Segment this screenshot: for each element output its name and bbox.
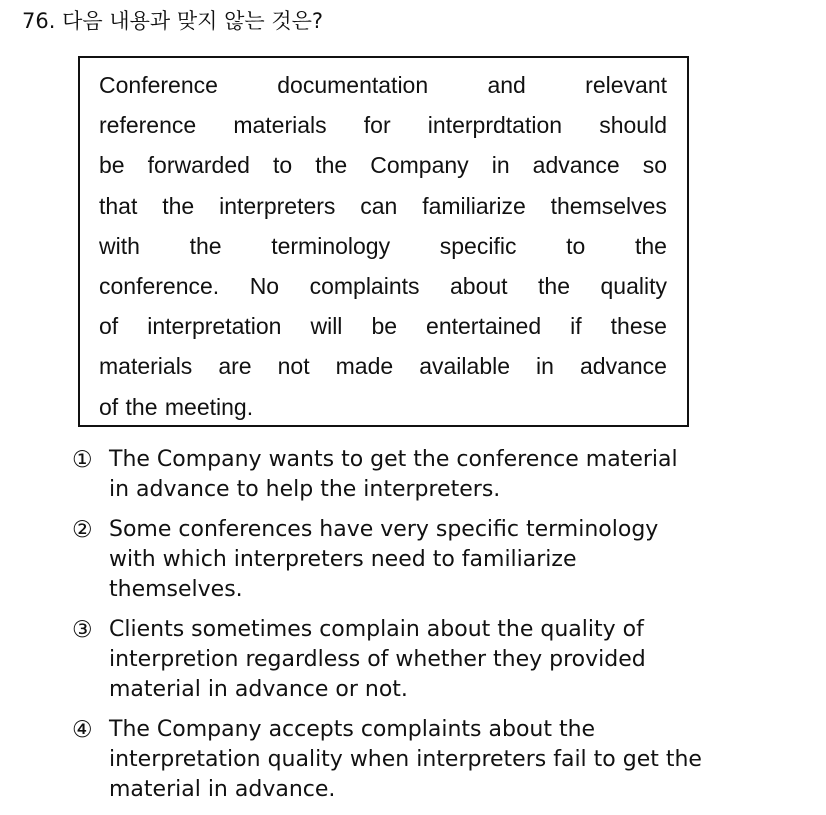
passage-word: these	[610, 313, 667, 340]
passage-word: interpreters	[219, 192, 336, 219]
passage-word: No	[249, 272, 280, 299]
passage-word: about	[450, 272, 508, 299]
passage-word: and	[487, 72, 526, 98]
passage-line	[99, 105, 667, 145]
option-marker: ②	[72, 517, 93, 543]
passage-word: the	[162, 192, 195, 219]
answer-option-3[interactable]	[72, 615, 772, 705]
passage-line	[99, 266, 667, 306]
passage-word: the	[125, 393, 158, 420]
passage-word: should	[599, 112, 667, 139]
option-line: material in advance or not.	[109, 677, 408, 702]
passage-word: entertained	[426, 313, 542, 340]
passage-word: in	[536, 353, 554, 380]
passage-word: Conference	[99, 72, 218, 98]
passage-box	[78, 56, 689, 427]
passage-word: meeting.	[164, 393, 254, 420]
passage-word: Company	[370, 152, 469, 179]
passage-word: so	[642, 152, 667, 179]
passage-word: if	[570, 313, 582, 340]
passage-word: in	[491, 152, 510, 179]
answer-options	[72, 445, 772, 815]
passage-word: the	[538, 272, 571, 299]
passage-word: terminology	[271, 232, 391, 259]
passage-word: advance	[579, 353, 667, 380]
option-line: The Company accepts complaints about the	[109, 717, 596, 742]
option-line: interpretation quality when interpreters fail to get the	[109, 747, 702, 772]
answer-option-2[interactable]	[72, 515, 772, 605]
option-text	[109, 715, 702, 805]
passage-word: for	[363, 112, 391, 139]
option-text	[109, 445, 678, 505]
passage-word: available	[419, 353, 511, 380]
passage-word: interpretation	[147, 313, 282, 340]
option-line: in advance to help the interpreters.	[109, 477, 501, 502]
passage-line	[99, 226, 667, 266]
option-line: with which interpreters need to familiarize	[109, 547, 577, 572]
passage-word: are	[218, 353, 252, 380]
option-line: Some conferences have very specific terminology	[109, 517, 659, 542]
passage-word: documentation	[277, 72, 429, 98]
option-line: material in advance.	[109, 777, 336, 802]
passage-word: be	[99, 152, 125, 179]
question-heading: 76. 다음 내용과 맞지 않는 것은?	[22, 9, 324, 33]
option-line: The Company wants to get the conference material	[109, 447, 678, 472]
option-marker: ①	[72, 447, 93, 473]
passage-word: complaints	[309, 272, 420, 299]
passage-word: themselves	[550, 192, 667, 219]
option-text	[109, 615, 646, 705]
passage-word: conference.	[99, 272, 220, 299]
passage-word: of	[99, 313, 119, 340]
passage-word: specific	[439, 232, 517, 259]
passage-word: materials	[99, 353, 193, 380]
passage-line	[99, 65, 667, 105]
option-text	[109, 515, 658, 605]
passage-word: with	[99, 232, 140, 259]
option-marker: ④	[72, 717, 93, 743]
passage-line	[99, 387, 667, 427]
passage-word: the	[634, 232, 667, 259]
passage-word: can	[360, 192, 398, 219]
passage-word: that	[99, 192, 138, 219]
option-line: Clients sometimes complain about the quality of	[109, 617, 644, 642]
passage-word: the	[189, 232, 222, 259]
passage-word: to	[566, 232, 586, 259]
passage-word: relevant	[585, 72, 667, 98]
passage-word: will	[310, 313, 343, 340]
passage-word: materials	[233, 112, 327, 139]
passage-line	[99, 186, 667, 226]
passage-word: the	[315, 152, 348, 179]
passage-word: advance	[532, 152, 620, 179]
passage-word: interprdtation	[427, 112, 563, 139]
option-line: interpretion regardless of whether they provided	[109, 647, 646, 672]
passage-line	[99, 346, 667, 386]
option-line: themselves.	[109, 577, 243, 602]
answer-option-4[interactable]	[72, 715, 772, 805]
option-marker: ③	[72, 617, 93, 643]
passage-word: familiarize	[422, 192, 526, 219]
passage-line	[99, 306, 667, 346]
passage-line	[99, 145, 667, 185]
passage-word: reference	[99, 112, 197, 139]
passage-word: of	[99, 393, 119, 420]
passage-word: to	[272, 152, 293, 179]
passage-word: made	[335, 353, 394, 380]
passage-word: forwarded	[147, 152, 250, 179]
passage-word: quality	[600, 272, 667, 299]
passage-word: be	[371, 313, 398, 340]
passage-word: not	[277, 353, 310, 380]
answer-option-1[interactable]	[72, 445, 772, 505]
